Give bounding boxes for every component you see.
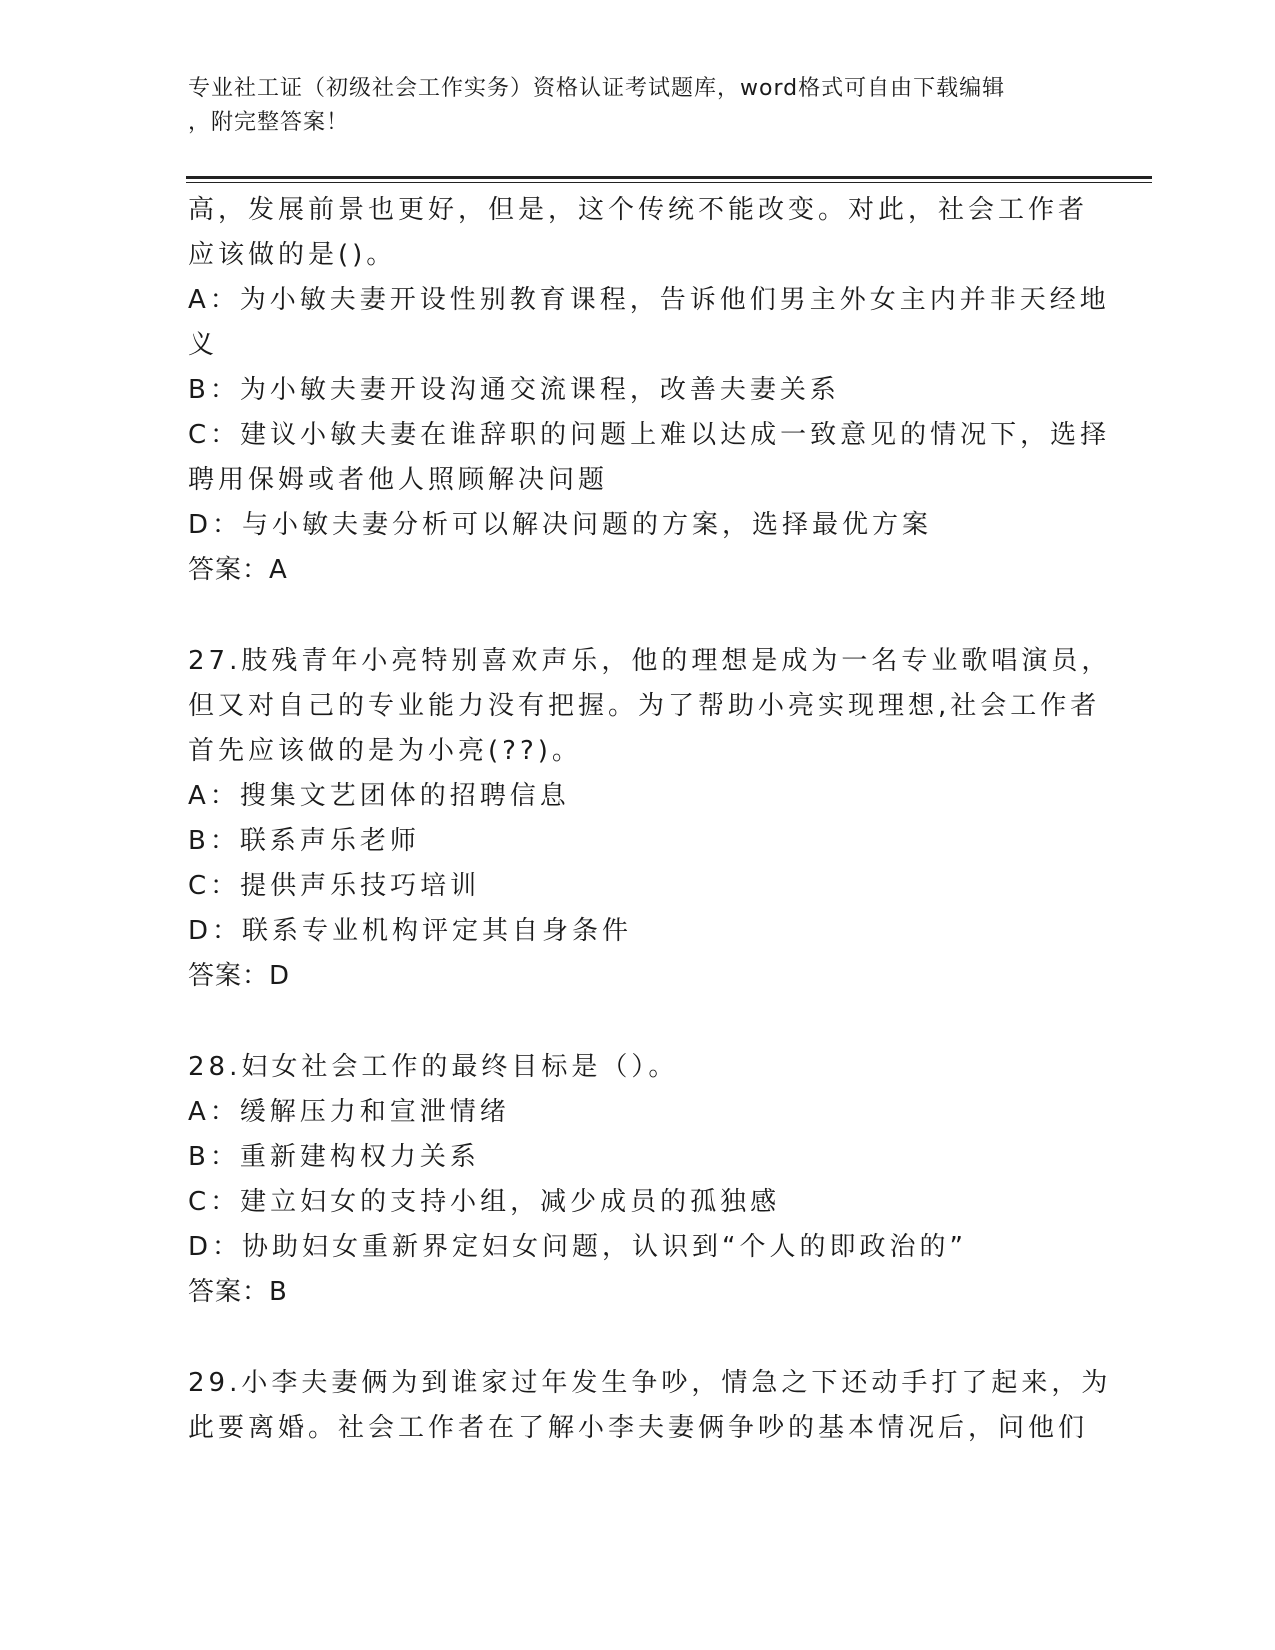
spacer [188,593,1078,639]
question-stem-line: 首先应该做的是为小亮(??)。 [188,736,582,766]
option-a: A：缓解压力和宣泄情绪 [188,1097,510,1127]
header-title-line-1: 专业社工证（初级社会工作实务）资格认证考试题库，word格式可自由下载编辑 [188,76,1006,101]
option-a: A：为小敏夫妻开设性别教育课程，告诉他们男主外女主内并非天经地 [188,285,1110,315]
option-d: D：联系专业机构评定其自身条件 [188,916,633,946]
answer-line: 答案：B [188,1277,288,1307]
question-stem-line: 应该做的是()。 [188,240,397,270]
option-c: C：建议小敏夫妻在谁辞职的问题上难以达成一致意见的情况下，选择 [188,420,1111,450]
question-stem-line: 此要离婚。社会工作者在了解小李夫妻俩争吵的基本情况后，问他们 [188,1413,1089,1443]
option-a-continued: 义 [188,330,219,360]
question-stem-line: 但又对自己的专业能力没有把握。为了帮助小亮实现理想,社会工作者 [188,691,1101,721]
header-rule-thin [186,182,1152,183]
header-title-line-2: ，附完整答案！ [188,110,350,135]
question-26 [188,188,1111,593]
page-header [188,72,1068,140]
question-28 [188,1045,1078,1315]
option-c: C：提供声乐技巧培训 [188,871,481,901]
question-29 [188,1361,1112,1451]
option-c: C：建立妇女的支持小组，减少成员的孤独感 [188,1187,781,1217]
option-d: D：协助妇女重新界定妇女问题，认识到“个人的即政治的” [188,1232,967,1262]
question-stem-line: 高，发展前景也更好，但是，这个传统不能改变。对此，社会工作者 [188,195,1089,225]
option-b: B：为小敏夫妻开设沟通交流课程，改善夫妻关系 [188,375,840,405]
option-b: B：重新建构权力关系 [188,1142,480,1172]
question-stem-line: 27.肢残青年小亮特别喜欢声乐，他的理想是成为一名专业歌唱演员， [188,646,1112,676]
spacer [188,1315,1078,1361]
option-b: B：联系声乐老师 [188,826,420,856]
option-d: D：与小敏夫妻分析可以解决问题的方案，选择最优方案 [188,510,933,540]
question-stem-line: 29.小李夫妻俩为到谁家过年发生争吵，情急之下还动手打了起来，为 [188,1368,1112,1398]
option-a: A：搜集文艺团体的招聘信息 [188,781,570,811]
question-27 [188,639,1112,999]
answer-line: 答案：A [188,555,288,585]
answer-line: 答案：D [188,961,291,991]
header-rule-thick [186,176,1152,179]
option-c-continued: 聘用保姆或者他人照顾解决问题 [188,465,609,495]
question-stem-line: 28.妇女社会工作的最终目标是（）。 [188,1052,679,1082]
spacer [188,999,1078,1045]
question-content [188,188,1112,1451]
